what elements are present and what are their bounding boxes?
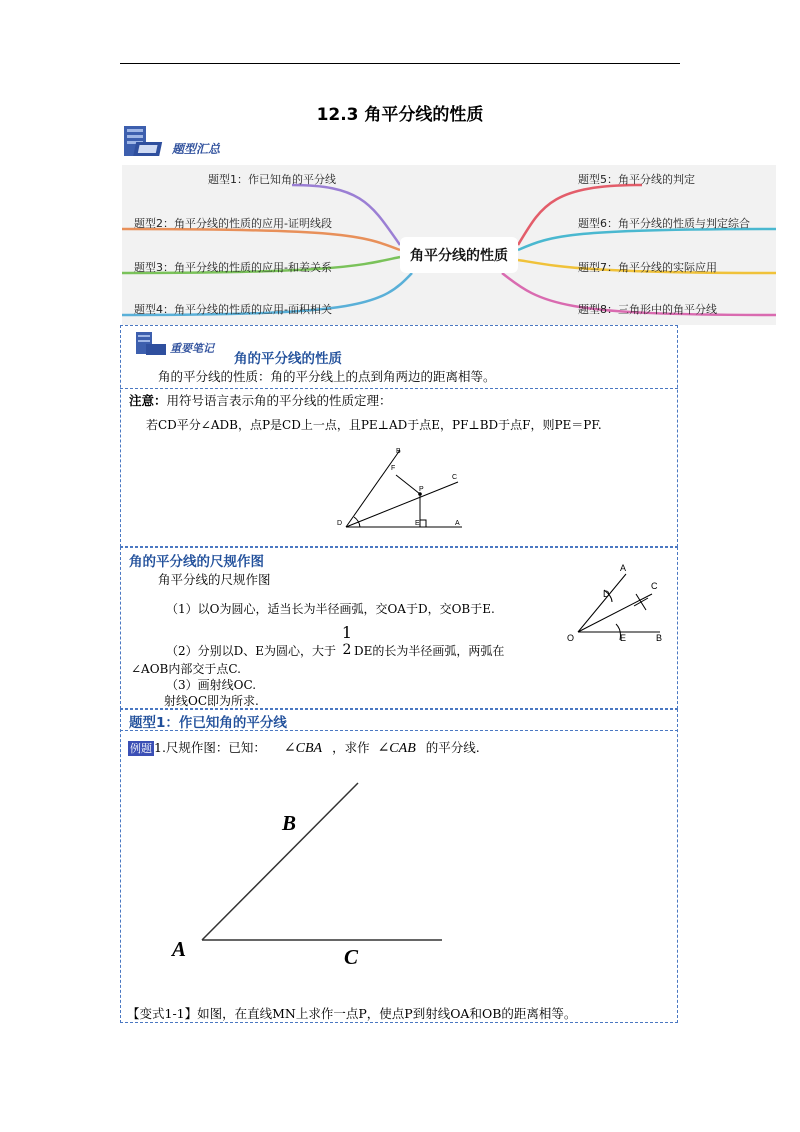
type1-heading: 题型1：作已知角的平分线 bbox=[129, 715, 287, 731]
angle-figure bbox=[160, 770, 460, 980]
construction-step2-post: DE的长为半径画弧，两弧在 bbox=[354, 644, 505, 658]
summary-badge bbox=[122, 124, 242, 160]
fraction-denominator: 2 bbox=[342, 642, 352, 658]
notes-note-label: 注意： bbox=[129, 393, 167, 408]
notes-divider bbox=[120, 388, 678, 389]
fig2-label-c: C bbox=[651, 581, 658, 591]
fig1-label-b: B bbox=[396, 448, 401, 455]
bisector-property-figure bbox=[330, 442, 470, 534]
construction-heading: 角的平分线的尺规作图 bbox=[129, 554, 264, 570]
construction-conclusion: 射线OC即为所求. bbox=[164, 694, 259, 708]
book-stack-icon bbox=[134, 330, 168, 358]
construction-step3: （3）画射线OC. bbox=[166, 678, 257, 692]
fig3-label-c: C bbox=[344, 945, 359, 969]
construction-step2-line2: ∠AOB内部交于点C. bbox=[131, 662, 241, 676]
fig2-label-e: E bbox=[620, 633, 627, 643]
type1-question bbox=[128, 738, 480, 757]
mindmap-right-item: 题型8：三角形中的角平分线 bbox=[578, 303, 717, 316]
variant-text: 【变式1-1】如图，在直线MN上求作一点P，使点P到射线OA和OB的距离相等。 bbox=[127, 1006, 577, 1021]
fig2-label-d: D bbox=[603, 589, 610, 599]
fraction-numerator: 1 bbox=[341, 623, 353, 642]
mindmap-right-item: 题型6：角平分线的性质与判定综合 bbox=[578, 217, 750, 230]
example-badge: 例题 bbox=[130, 742, 152, 755]
notes-symbolic: 若CD平分∠ADB，点P是CD上一点，且PE⊥AD于点E，PF⊥BD于点F，则PE＝PF. bbox=[146, 418, 602, 432]
fig1-label-e: E bbox=[415, 520, 420, 527]
mindmap bbox=[122, 165, 776, 325]
type1-question-mid: ，求作 bbox=[332, 740, 370, 755]
mindmap-right-item: 题型5：角平分线的判定 bbox=[578, 173, 695, 186]
type1-divider bbox=[120, 730, 678, 731]
fig1-label-a: A bbox=[455, 520, 460, 527]
page-title: 12.3 角平分线的性质 bbox=[316, 105, 484, 125]
fig1-label-p: P bbox=[419, 486, 424, 493]
notes-note bbox=[129, 391, 392, 409]
notes-property: 角的平分线的性质：角的平分线上的点到角两边的距离相等。 bbox=[158, 369, 496, 384]
summary-badge-label: 题型汇总 bbox=[172, 142, 221, 156]
angle-cab: ∠CAB bbox=[377, 741, 416, 756]
construction-figure bbox=[560, 560, 670, 650]
notes-heading: 角的平分线的性质 bbox=[234, 351, 342, 367]
fig2-label-a: A bbox=[620, 563, 627, 573]
notes-badge-label: 重要笔记 bbox=[170, 343, 214, 355]
construction-step2-pre: （2）分别以D、E为圆心，大于 bbox=[166, 644, 337, 658]
fig1-label-c: C bbox=[452, 474, 458, 481]
construction-intro: 角平分线的尺规作图 bbox=[158, 572, 271, 587]
notes-badge bbox=[134, 330, 244, 358]
mindmap-left-item: 题型4：角平分线的性质的应用-面积相关 bbox=[134, 303, 332, 316]
book-stack-icon bbox=[122, 124, 170, 160]
mindmap-left-item: 题型2：角平分线的性质的应用-证明线段 bbox=[134, 217, 332, 230]
fig3-label-b: B bbox=[282, 811, 297, 835]
construction-step1: （1）以O为圆心，适当长为半径画弧，交OA于D，交OB于E. bbox=[166, 602, 495, 616]
construction-step2 bbox=[166, 624, 586, 658]
mindmap-left-item: 题型1：作已知角的平分线 bbox=[208, 173, 336, 186]
fig1-label-d: D bbox=[337, 520, 343, 527]
fig1-label-f: F bbox=[391, 465, 396, 472]
fig2-label-b: B bbox=[656, 633, 663, 643]
mindmap-right-item: 题型7：角平分线的实际应用 bbox=[578, 261, 717, 274]
angle-cba: ∠CBA bbox=[283, 741, 323, 756]
notes-note-text: 用符号语言表示角的平分线的性质定理： bbox=[166, 393, 392, 408]
mindmap-left-item: 题型3：角平分线的性质的应用-和差关系 bbox=[134, 261, 332, 274]
fig2-label-o: O bbox=[567, 633, 575, 643]
fig3-label-a: A bbox=[172, 937, 187, 961]
header-rule bbox=[120, 63, 680, 64]
fraction bbox=[342, 624, 352, 658]
type1-question-pre: 1.尺规作图：已知： bbox=[154, 740, 266, 755]
type1-question-post: 的平分线. bbox=[425, 740, 480, 755]
mindmap-center: 角平分线的性质 bbox=[400, 237, 518, 273]
